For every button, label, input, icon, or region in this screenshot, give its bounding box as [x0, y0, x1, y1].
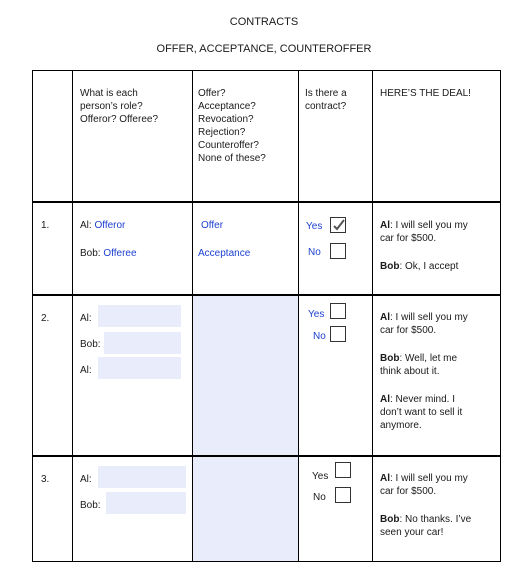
row2-al-label: Al:	[80, 313, 92, 324]
no-label: No	[313, 492, 326, 503]
no-label: No	[313, 331, 326, 342]
row-number: 1.	[41, 220, 50, 231]
row3-bob-label: Bob:	[80, 500, 101, 511]
col-divider	[298, 70, 299, 562]
yes-label: Yes	[306, 221, 323, 232]
header-role: What is each person’s role? Offeror? Offeree?	[80, 88, 159, 125]
row3-al-label: Al:	[80, 474, 92, 485]
table-border-bottom	[32, 561, 501, 562]
document-subtitle: OFFER, ACCEPTANCE, COUNTEROFFER	[156, 43, 372, 55]
no-checkbox[interactable]	[335, 487, 351, 503]
contracts-table	[32, 70, 501, 562]
header-deal: HERE’S THE DEAL!	[380, 88, 471, 99]
row2-bob-label: Bob:	[80, 339, 101, 350]
row1-deal-bob: Bob: Ok, I accept	[380, 261, 459, 272]
row2-answer-area	[193, 296, 298, 455]
row3-bob-role-input[interactable]	[106, 492, 186, 514]
row1-al-answer: Offer	[201, 220, 224, 231]
yes-checkbox[interactable]	[335, 462, 351, 478]
row2-deal-al: Al: I will sell you my car for $500.	[380, 312, 468, 336]
table-border-top	[32, 70, 501, 71]
row2-al2-role-input[interactable]	[98, 357, 181, 379]
no-checkbox[interactable]	[330, 326, 346, 342]
row1-deal-al: Al: I will sell you my car for $500.	[380, 220, 468, 244]
row3-deal-al: Al: I will sell you my car for $500.	[380, 473, 468, 497]
col-divider	[32, 70, 33, 562]
col-divider	[72, 70, 73, 562]
row2-deal-bob: Bob: Well, let me think about it.	[380, 353, 458, 377]
row2-al2-label: Al:	[80, 365, 92, 376]
row2-deal-al2: Al: Never mind. I don’t want to sell it anymore.	[380, 394, 463, 431]
row1-al: Al: Offeror	[80, 220, 126, 231]
yes-label: Yes	[312, 471, 329, 482]
yes-checkbox[interactable]	[330, 303, 346, 319]
row3-answer-area	[193, 457, 298, 561]
row-number: 2.	[41, 313, 50, 324]
document-title: CONTRACTS	[229, 16, 299, 28]
row3-al-role-input[interactable]	[98, 466, 186, 488]
row3-deal-bob: Bob: No thanks. I’ve seen your car!	[380, 514, 472, 538]
no-checkbox[interactable]	[330, 243, 346, 259]
no-label: No	[308, 247, 321, 258]
header-type: Offer? Acceptance? Revocation? Rejection? Counteroffer? None of these?	[198, 88, 266, 164]
col-divider	[500, 70, 501, 562]
row-number: 3.	[41, 474, 50, 485]
row1-bob-answer: Acceptance	[198, 248, 251, 259]
row2-al-role-input[interactable]	[98, 305, 181, 327]
row-divider	[32, 202, 501, 203]
col-divider	[372, 70, 373, 562]
header-contract: Is there a contract?	[305, 88, 347, 112]
row1-bob: Bob: Offeree	[80, 248, 137, 259]
checkmark-icon	[332, 218, 346, 232]
row2-bob-role-input[interactable]	[104, 332, 181, 354]
yes-checkbox[interactable]	[330, 217, 346, 233]
yes-label: Yes	[308, 309, 325, 320]
